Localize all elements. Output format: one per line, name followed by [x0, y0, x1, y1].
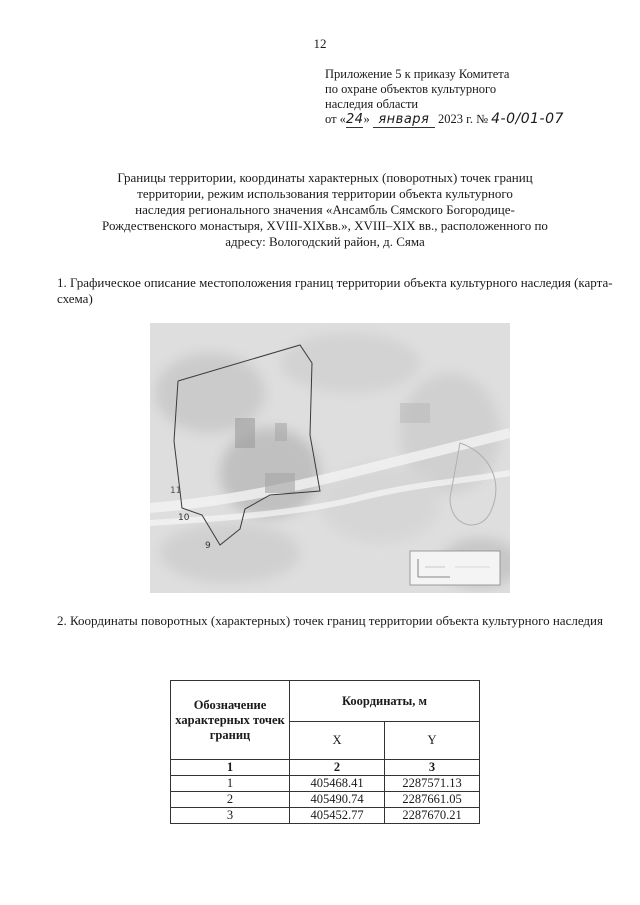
handwritten-day: 24: [345, 112, 364, 127]
title-line-1: Границы территории, координаты характерных (поворотных) точек границ: [117, 170, 533, 185]
point-id-cell: 1: [171, 776, 290, 792]
index-cell: 2: [290, 760, 385, 776]
header-point-designation: Обозначение характерных точек границ: [171, 681, 290, 760]
page-number: 12: [313, 36, 327, 51]
map-point-label-9: 9: [205, 541, 211, 551]
title-line-2: территории, режим использования территории объекта культурного: [137, 186, 513, 201]
header-coordinates: Координаты, м: [290, 681, 480, 722]
map-svg: [150, 323, 510, 593]
table-row: [171, 808, 480, 824]
appendix-line-2: по охране объектов культурного: [325, 82, 497, 96]
title-line-3: наследия регионального значения «Ансамбль Сямского Богородице-: [135, 202, 515, 217]
appendix-line-3: наследия области: [325, 97, 419, 111]
appendix-header: [325, 67, 605, 128]
title-line-4: Рождественского монастыря, XVIII-XIXвв.», XVIII–XIX вв., расположенного по: [102, 218, 548, 233]
map-legend-box: [410, 551, 500, 585]
header-x: X: [290, 722, 385, 760]
map-scheme: [150, 323, 510, 593]
x-cell: 405452.77: [290, 808, 385, 824]
y-cell: 2287670.21: [385, 808, 480, 824]
x-cell: 405468.41: [290, 776, 385, 792]
map-point-label-11: 11: [170, 486, 182, 496]
appendix-line-1: Приложение 5 к приказу Комитета: [325, 67, 510, 81]
y-cell: 2287571.13: [385, 776, 480, 792]
point-id-cell: 3: [171, 808, 290, 824]
table-row: [171, 792, 480, 808]
table-index-row: [171, 760, 480, 776]
coordinates-table: [170, 680, 480, 824]
table-row: [171, 776, 480, 792]
date-prefix: от «: [325, 112, 346, 126]
year-text: 2023 г. №: [437, 112, 489, 126]
point-id-cell: 2: [171, 792, 290, 808]
section-2-heading: 2. Координаты поворотных (характерных) точек границ территории объекта культурного наследия: [57, 613, 603, 628]
date-mid: »: [363, 112, 370, 126]
index-cell: 3: [385, 760, 480, 776]
appendix-date-line: [325, 112, 605, 128]
handwritten-order-number: 4-0/01-07: [491, 111, 564, 127]
x-cell: 405490.74: [290, 792, 385, 808]
index-cell: 1: [171, 760, 290, 776]
document-title: [50, 170, 600, 250]
title-line-5: адресу: Вологодский район, д. Сяма: [225, 234, 425, 249]
handwritten-month: января: [373, 112, 435, 128]
map-point-label-10: 10: [178, 513, 190, 523]
header-y: Y: [385, 722, 480, 760]
section-1-heading: 1. Графическое описание местоположения границ территории объекта культурного наследия (карта-схема): [57, 275, 613, 306]
y-cell: 2287661.05: [385, 792, 480, 808]
